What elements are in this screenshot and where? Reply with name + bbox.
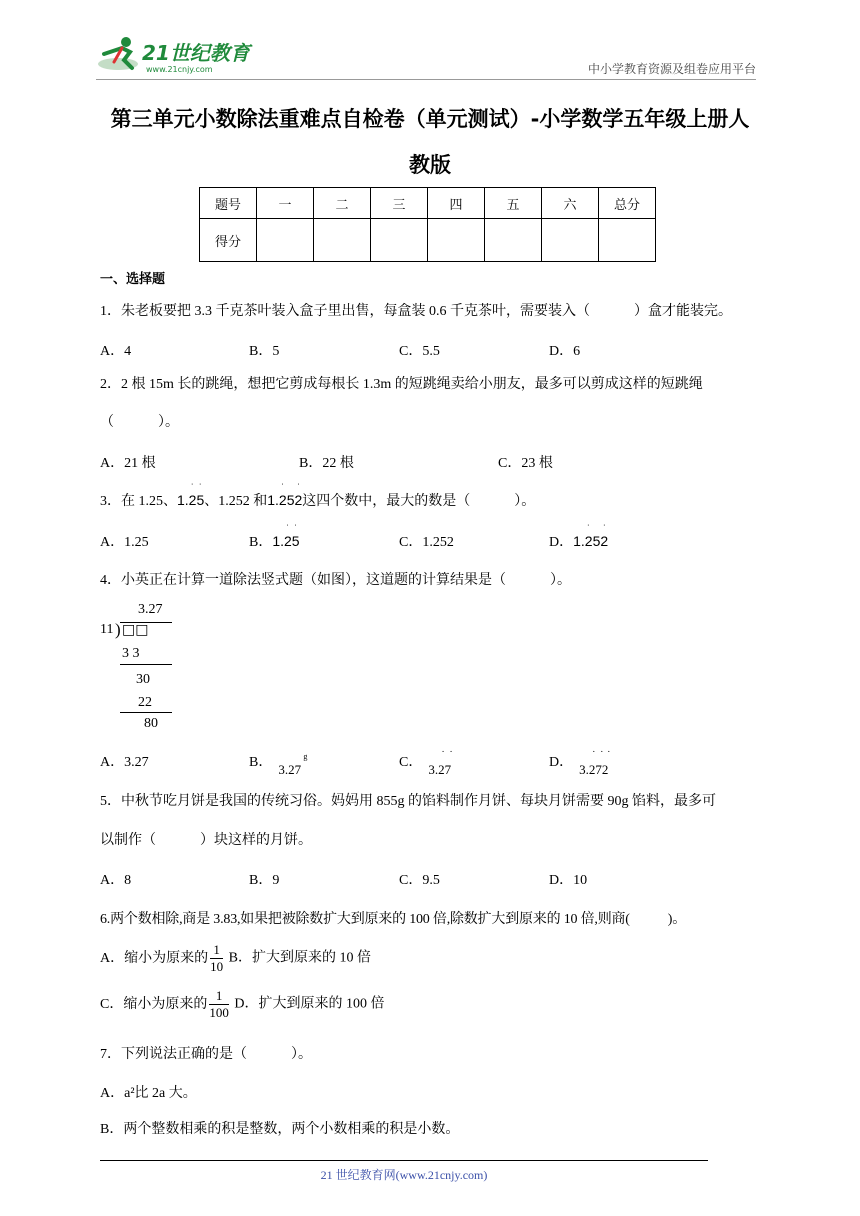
q3-number-1: 1.25: [177, 492, 205, 508]
q2-option-b[interactable]: B．22 根: [299, 456, 354, 471]
q6-options-row-2: [100, 988, 384, 1021]
q6-options-row-1: [100, 942, 371, 975]
score-table-header-row: [200, 188, 656, 219]
q4-option-b-number: [278, 752, 308, 777]
q4-option-b[interactable]: [249, 751, 308, 777]
q2-paren-open: （: [100, 415, 114, 430]
q3-repeating-number-1: [177, 483, 205, 508]
division-step-3: 22: [138, 695, 152, 710]
q3-option-b-number: [272, 524, 300, 549]
question-1: [100, 300, 732, 320]
q3-option-d[interactable]: [549, 524, 609, 551]
repeat-dot: ˙: [199, 483, 203, 494]
question-2-line1: 2．2 根 15m 长的跳绳，想把它剪成每根长 1.3m 的短跳绳卖给小朋友，最多可以剪成这样的短跳绳: [100, 377, 703, 392]
fraction-denominator: 10: [210, 959, 224, 974]
q3-text-4: ）。: [514, 494, 536, 509]
q6-option-a[interactable]: [100, 942, 225, 974]
q6-option-c[interactable]: [100, 988, 231, 1020]
q2-paren-close: ）。: [158, 415, 179, 430]
score-cell: 二: [314, 188, 371, 219]
section-heading-choice: 一、选择题: [100, 272, 166, 287]
repeat-dot: ˙: [441, 750, 445, 761]
score-table: [199, 187, 656, 262]
q5-text-end: ）块这样的月饼。: [200, 833, 312, 848]
long-division-figure: [100, 600, 180, 740]
score-cell: 五: [485, 188, 542, 219]
division-dividend: □□: [122, 622, 149, 638]
question-3: [100, 483, 536, 510]
q7-option-b[interactable]: B．两个整数相乘的积是整数，两个小数相乘的积是小数。: [100, 1122, 460, 1137]
q3-option-b-value: 1.25: [272, 533, 300, 549]
q4-option-d[interactable]: [549, 750, 611, 777]
score-cell: 总分: [599, 188, 656, 219]
score-input-cell[interactable]: [257, 219, 314, 262]
q6-option-a-text: A．缩小为原来的: [100, 950, 209, 966]
q4-option-b-label: B．: [249, 755, 273, 770]
q4-option-a[interactable]: A．3.27: [100, 755, 149, 770]
repeat-dot: ˙: [600, 750, 604, 761]
score-input-cell[interactable]: [542, 219, 599, 262]
question-4: [100, 569, 571, 589]
q5-option-a[interactable]: A．8: [100, 873, 132, 888]
fraction-numerator: 1: [210, 942, 223, 959]
fraction-numerator: 1: [209, 988, 229, 1005]
division-step-4: 80: [144, 716, 158, 731]
q3-option-d-number: [573, 524, 609, 549]
division-divisor: 11: [100, 622, 114, 637]
score-cell: 四: [428, 188, 485, 219]
division-step-1: 3 3: [122, 646, 140, 661]
score-row-label: 得分: [200, 219, 257, 262]
q3-option-d-label: D．: [549, 535, 574, 550]
q4-option-c-value: 3.27: [428, 762, 452, 777]
fraction: [210, 942, 223, 975]
q5-option-d[interactable]: D．10: [549, 873, 588, 888]
runner-logo-icon: [96, 34, 256, 76]
q5-option-c[interactable]: C．9.5: [399, 873, 440, 888]
q3-text-1: 3．在 1.25、: [100, 494, 177, 509]
score-input-cell[interactable]: [428, 219, 485, 262]
q4-option-c-label: C．: [399, 755, 423, 770]
q4-option-d-value: 3.272: [579, 762, 609, 777]
q7-option-a[interactable]: A．a²比 2a 大。: [100, 1086, 197, 1101]
question-5-line2: [100, 829, 312, 849]
footer-link[interactable]: 21 世纪教育网(www.21cnjy.com): [320, 1168, 488, 1182]
q3-option-a[interactable]: A．1.25: [100, 535, 149, 550]
q1-option-b[interactable]: B．5: [249, 344, 280, 359]
q3-number-2: 1.252: [267, 492, 303, 508]
question-5-line1: 5．中秋节吃月饼是我国的传统习俗。妈妈用 855g 的馅料制作月饼、每块月饼需要 90g 馅料，最多可: [100, 794, 716, 809]
q3-option-b[interactable]: [249, 524, 300, 551]
q1-option-a[interactable]: A．4: [100, 344, 132, 359]
repeat-dot: ˙: [587, 524, 591, 535]
fraction-denominator: 100: [209, 1005, 229, 1020]
q3-option-d-value: 1.252: [573, 533, 609, 549]
page-title-line2: 教版: [409, 153, 451, 177]
header-platform-text: 中小学教育资源及组卷应用平台: [587, 62, 756, 76]
q3-option-c[interactable]: C．1.252: [399, 535, 454, 550]
division-step-2: 30: [136, 672, 150, 687]
division-bracket: ): [115, 620, 121, 639]
q1-option-d[interactable]: D．6: [549, 344, 581, 359]
q4-option-c-number: [428, 750, 453, 777]
svg-text:www.21cnjy.com: www.21cnjy.com: [146, 65, 213, 74]
repeat-dot: ˙: [294, 524, 298, 535]
q7-text: 7．下列说法正确的是（: [100, 1047, 247, 1062]
repeat-dot: ˙: [603, 524, 607, 535]
score-cell: 三: [371, 188, 428, 219]
score-input-cell[interactable]: [314, 219, 371, 262]
q7-text-end: ）。: [291, 1047, 312, 1062]
q6-text: 6.两个数相除,商是 3.83,如果把被除数扩大到原来的 100 倍,除数扩大到原来的 10 倍,则商(: [100, 912, 630, 927]
q3-text-2: 、1.252 和: [204, 494, 268, 509]
q4-text: 4．小英正在计算一道除法竖式题（如图），这道题的计算结果是（: [100, 573, 506, 588]
division-line-2: [120, 712, 172, 713]
q5-option-b[interactable]: B．9: [249, 873, 280, 888]
q4-text-end: ）。: [550, 573, 571, 588]
q2-option-c[interactable]: C．23 根: [498, 456, 553, 471]
score-cell: 六: [542, 188, 599, 219]
q3-repeating-number-2: [267, 483, 303, 508]
q3-text-3: 这四个数中，最大的数是（: [302, 494, 471, 509]
q5-text: 以制作（: [100, 833, 156, 848]
q4-option-c[interactable]: [399, 750, 453, 777]
q4-option-d-label: D．: [549, 755, 574, 770]
q6-option-c-text: C．缩小为原来的: [100, 996, 208, 1012]
q1-option-c[interactable]: C．5.5: [399, 344, 440, 359]
question-2-line2: [100, 411, 179, 431]
score-table-score-row: [200, 219, 656, 262]
site-logo: [96, 34, 256, 76]
q4-option-b-value: 3.27: [278, 762, 302, 777]
question-7: [100, 1043, 312, 1063]
q4-option-b-mark: g: [303, 752, 308, 761]
division-line-1: [120, 664, 172, 665]
svg-text:21世纪教育: 21世纪教育: [142, 41, 250, 65]
q6-option-d[interactable]: D．扩大到原来的 100 倍: [234, 996, 385, 1012]
score-cell: 题号: [200, 188, 257, 219]
repeat-dot: ˙: [607, 750, 611, 761]
question-1-text-end: ）盒才能装完。: [634, 304, 732, 319]
q6-text-end: )。: [667, 912, 687, 927]
q6-option-b[interactable]: B．扩大到原来的 10 倍: [228, 950, 371, 966]
repeat-dot: ˙: [281, 483, 285, 494]
page-title-line1: 第三单元小数除法重难点自检卷（单元测试）-小学数学五年级上册人: [110, 107, 750, 131]
score-input-cell[interactable]: [485, 219, 542, 262]
footer-divider: [100, 1160, 708, 1161]
header-divider: [96, 79, 756, 80]
q3-option-b-label: B．: [249, 535, 273, 550]
question-1-text: 1．朱老板要把 3.3 千克茶叶装入盒子里出售，每盒装 0.6 千克茶叶，需要装入（: [100, 304, 590, 319]
score-input-cell[interactable]: [599, 219, 656, 262]
repeat-dot: ˙: [286, 524, 290, 535]
question-6: [100, 908, 686, 928]
fraction: [209, 988, 229, 1021]
q2-option-a[interactable]: A．21 根: [100, 456, 156, 471]
division-quotient: 3.27: [138, 602, 163, 617]
repeat-dot: ˙: [191, 483, 195, 494]
score-cell: 一: [257, 188, 314, 219]
repeat-dot: ˙: [592, 750, 596, 761]
q4-option-d-number: [579, 750, 611, 777]
score-input-cell[interactable]: [371, 219, 428, 262]
repeat-dot: ˙: [297, 483, 301, 494]
repeat-dot: ˙: [449, 750, 453, 761]
